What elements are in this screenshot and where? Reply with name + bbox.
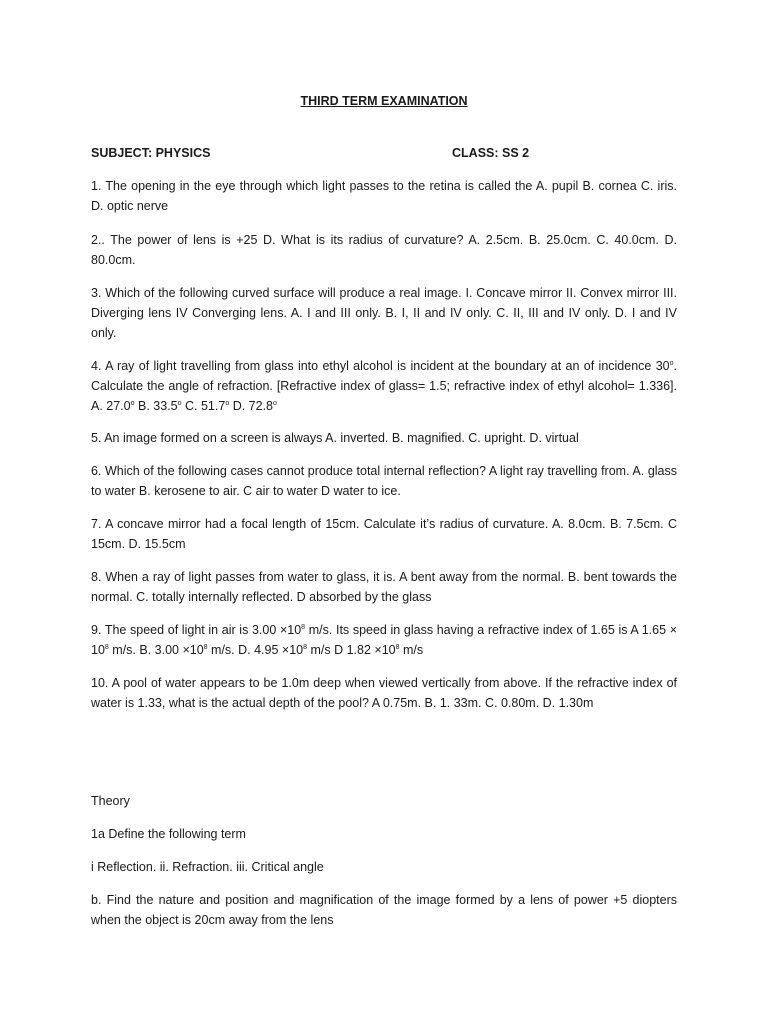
exponent-sup: 8 [203,644,208,651]
question-10: 10. A pool of water appears to be 1.0m deep when viewed vertically from above. If the refractive index of water is 1.33, what is the actual depth of the pool? A 0.75m. B. 1. 33m. C. 0.80m. D. 1.30m [91,676,677,710]
subject-label: SUBJECT: PHYSICS [91,146,211,160]
question-8: 8. When a ray of light passes from water to glass, it is. A bent away from the normal. B. bent towards the normal. C. totally internally reflected. D absorbed by the glass [91,570,677,604]
subject-class-line [91,146,681,160]
q9-part-f: m/s [399,643,424,657]
exam-title: THIRD TERM EXAMINATION [300,94,468,108]
exponent-sup: 8 [303,644,308,651]
exponent-sup: 8 [301,624,306,631]
theory-q1a-items: i Reflection. ii. Refraction. iii. Critical angle [91,860,324,874]
degree-sup: o [225,400,230,407]
question-9 [91,620,677,660]
theory-q1a: 1a Define the following term [91,827,246,841]
q4-part-e: D. 72.8 [229,399,273,413]
degree-sup: o [177,400,182,407]
question-2: 2.. The power of lens is +25 D. What is its radius of curvature? A. 2.5cm. B. 25.0cm. C. 40.0cm. D. 80.0cm. [91,233,677,267]
q9-part-e: m/s D 1.82 ×10 [307,643,396,657]
q9-part-a: 9. The speed of light in air is 3.00 ×10 [91,623,302,637]
theory-heading: Theory [91,794,130,808]
question-4 [91,356,677,416]
q4-part-c: B. 33.5 [134,399,178,413]
degree-sup: o [669,360,674,367]
question-1: 1. The opening in the eye through which light passes to the retina is called the A. pupil B. cornea C. iris. D. optic nerve [91,179,677,213]
exponent-sup: 8 [104,644,109,651]
degree-sup: o [130,400,135,407]
question-7: 7. A concave mirror had a focal length of 15cm. Calculate it’s radius of curvature. A. 8.0cm. B. 7.5cm. C 15cm. D. 15.5cm [91,517,677,551]
q9-part-c: m/s. B. 3.00 ×10 [108,643,204,657]
q9-part-b: m/s. Its speed in glass having a refractive index of 1.65 is A 1.65 × 10 [91,623,678,657]
q4-part-b: . Calculate the angle of refraction. [Refractive index of glass= 1.5; refractive index of ethyl alcohol= 1.336]. A. 27.0 [91,359,677,413]
q4-part-a: 4. A ray of light travelling from glass into ethyl alcohol is incident at the boundary at an of incidence 30 [91,359,670,373]
question-6: 6. Which of the following cases cannot produce total internal reflection? A light ray travelling from. A. glass to water B. kerosene to air. C air to water D water to ice. [91,464,677,498]
question-3: 3. Which of the following curved surface will produce a real image. I. Concave mirror II. Convex mirror III. Diverging lens IV Converging lens. A. I and III only. B. I, II and IV only. C. II, III and IV only. D. I and IV only. [91,286,677,340]
q4-part-d: C. 51.7 [181,399,226,413]
exponent-sup: 8 [395,644,400,651]
question-5: 5. An image formed on a screen is always A. inverted. B. magnified. C. upright. D. virtual [91,431,579,445]
q9-part-d: m/s. D. 4.95 ×10 [207,643,304,657]
theory-q1b: b. Find the nature and position and magnification of the image formed by a lens of power +5 diopters when the object is 20cm away from the lens [91,893,677,927]
degree-sup: o [273,400,277,407]
class-label: CLASS: SS 2 [452,146,530,160]
